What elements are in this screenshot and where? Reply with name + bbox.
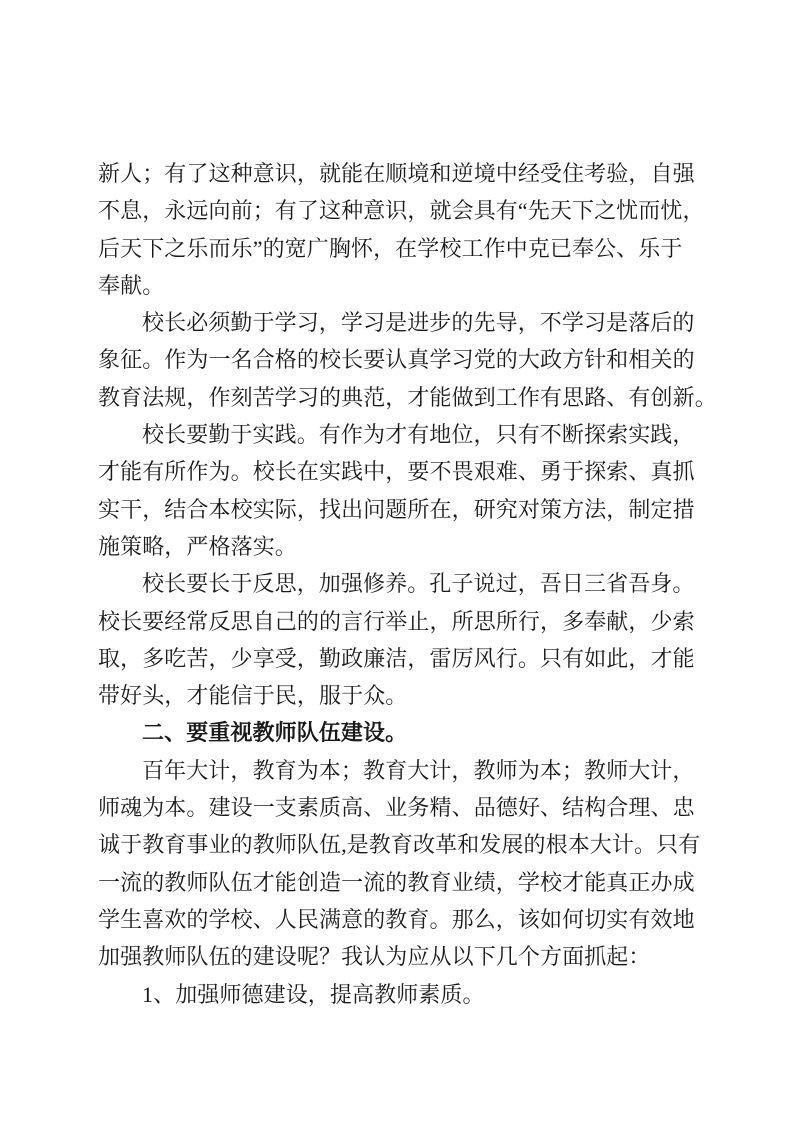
text-line: 1、加强师德建设，提高教师素质。	[142, 981, 485, 1007]
text-line: 校长要勤于实践。有作为才有地位，只有不断探索实践，	[142, 422, 695, 448]
text-line: 带好头，才能信于民，服于众。	[98, 683, 408, 709]
text-line: 一流的教师队伍才能创造一流的教育业绩，学校才能真正办成	[98, 869, 695, 895]
text-line: 取，多吃苦，少享受，勤政廉洁，雷厉风行。只有如此，才能	[98, 645, 695, 671]
paragraph-diligent-practice	[98, 416, 738, 565]
paragraph-teacher-team	[98, 752, 738, 976]
text-line: 加强教师队伍的建设呢？我认为应从以下几个方面抓起：	[98, 944, 651, 970]
text-line: 后天下之乐而乐”的宽广胸怀，在学校工作中克已奉公、乐于	[98, 235, 683, 261]
text-line: 校长必须勤于学习，学习是进步的先导，不学习是落后的	[142, 310, 695, 336]
text-line: 实干，结合本校实际，找出问题所在，研究对策方法，制定措	[98, 496, 695, 522]
text-line: 奉献。	[98, 272, 165, 298]
text-line: 新人；有了这种意识，就能在顺境和逆境中经受住考验，自强	[98, 161, 695, 186]
text-line: 校长要长于反思，加强修养。孔子说过，吾日三省吾身。	[142, 571, 695, 597]
text-block	[98, 155, 738, 1013]
text-line: 百年大计，教育为本；教育大计，教师为本；教师大计，	[142, 757, 695, 783]
text-line: 师魂为本。建设一支素质高、业务精、品德好、结构合理、忠	[98, 795, 695, 821]
text-line: 象征。作为一名合格的校长要认真学习党的大政方针和相关的	[98, 347, 695, 373]
text-line: 不息，永远向前；有了这种意识，就会具有“先天下之忧而忧，	[98, 198, 705, 224]
text-line: 教育法规，作刻苦学习的典范，才能做到工作有思路、有创新。	[98, 384, 717, 410]
text-line: 学生喜欢的学校、人民满意的教育。那么，该如何切实有效地	[98, 906, 695, 932]
paragraph-diligent-study	[98, 304, 738, 416]
paragraph-reflection	[98, 565, 738, 714]
text-line: 施策略，严格落实。	[98, 533, 297, 559]
section-heading: 二、要重视教师队伍建设。	[142, 720, 408, 746]
text-line: 诚于教育事业的教师队伍,是教育改革和发展的根本大计。只有	[98, 832, 701, 858]
paragraph-continuation	[98, 155, 738, 304]
numbered-item-teacher-ethics	[98, 976, 738, 1013]
section-heading-teacher-team	[98, 714, 738, 751]
text-line: 才能有所作为。校长在实践中，要不畏艰难、勇于探索、真抓	[98, 459, 695, 485]
text-line: 校长要经常反思自己的的言行举止，所思所行，多奉献，少索	[98, 608, 695, 634]
